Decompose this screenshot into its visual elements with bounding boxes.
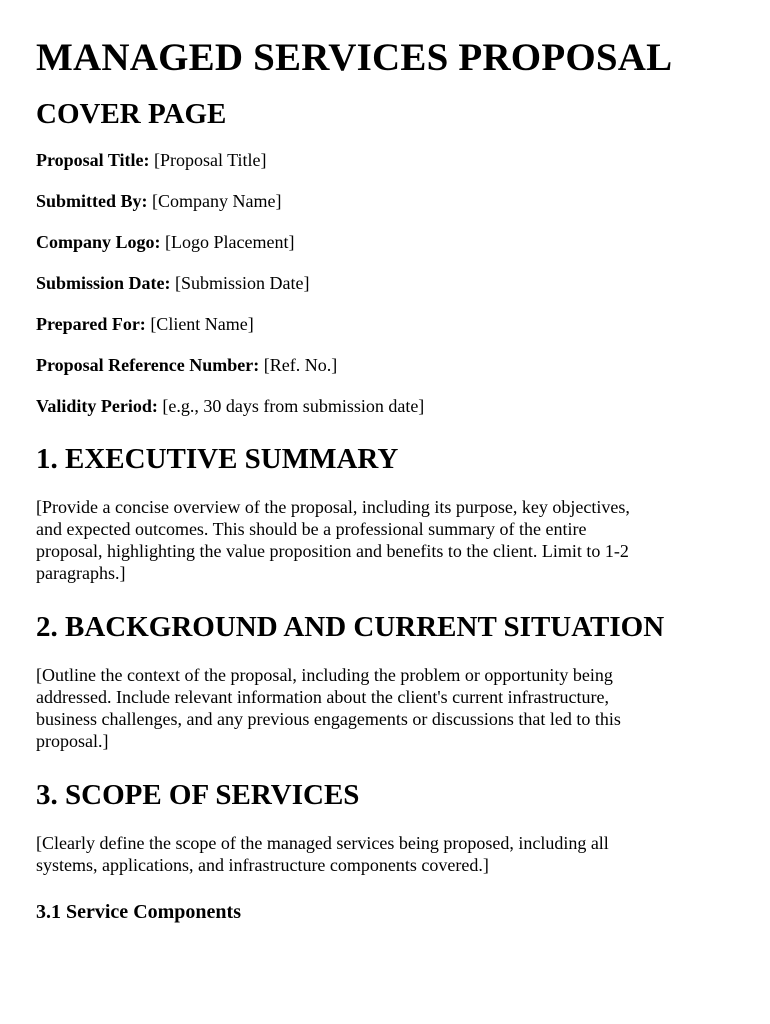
field-label: Company Logo:	[36, 232, 161, 252]
field-reference-number	[36, 354, 734, 376]
body-line: systems, applications, and infrastructure components covered.]	[36, 855, 489, 875]
field-label: Proposal Title:	[36, 150, 150, 170]
section-body-executive-summary	[36, 496, 734, 584]
field-label: Submission Date:	[36, 273, 171, 293]
field-label: Prepared For:	[36, 314, 146, 334]
body-line: paragraphs.]	[36, 563, 126, 583]
field-value: [Ref. No.]	[263, 355, 338, 375]
field-proposal-title	[36, 149, 734, 171]
section-heading-background: 2. BACKGROUND AND CURRENT SITUATION	[36, 611, 665, 643]
field-submission-date	[36, 272, 734, 294]
body-line: [Outline the context of the proposal, including the problem or opportunity being	[36, 665, 613, 685]
field-prepared-for	[36, 313, 734, 335]
body-line: proposal.]	[36, 731, 109, 751]
field-value: [e.g., 30 days from submission date]	[162, 396, 425, 416]
cover-page-heading: COVER PAGE	[36, 98, 227, 130]
body-line: [Clearly define the scope of the managed services being proposed, including all	[36, 833, 609, 853]
body-line: proposal, highlighting the value proposition and benefits to the client. Limit to 1-2	[36, 541, 629, 561]
field-submitted-by	[36, 190, 734, 212]
field-value: [Company Name]	[152, 191, 282, 211]
field-label: Validity Period:	[36, 396, 158, 416]
field-validity-period	[36, 395, 734, 417]
field-label: Submitted By:	[36, 191, 148, 211]
body-line: business challenges, and any previous engagements or discussions that led to this	[36, 709, 621, 729]
field-value: [Client Name]	[150, 314, 254, 334]
section-body-background	[36, 664, 734, 752]
body-line: and expected outcomes. This should be a professional summary of the entire	[36, 519, 587, 539]
field-value: [Submission Date]	[175, 273, 310, 293]
field-label: Proposal Reference Number:	[36, 355, 260, 375]
subsection-heading-service-components: 3.1 Service Components	[36, 901, 241, 923]
field-value: [Logo Placement]	[165, 232, 295, 252]
field-value: [Proposal Title]	[154, 150, 267, 170]
section-heading-scope: 3. SCOPE OF SERVICES	[36, 779, 360, 811]
document-title: MANAGED SERVICES PROPOSAL	[36, 36, 673, 79]
body-line: [Provide a concise overview of the proposal, including its purpose, key objectives,	[36, 497, 630, 517]
section-body-scope	[36, 832, 734, 876]
field-company-logo	[36, 231, 734, 253]
body-line: addressed. Include relevant information about the client's current infrastructure,	[36, 687, 610, 707]
section-heading-executive-summary: 1. EXECUTIVE SUMMARY	[36, 443, 399, 475]
